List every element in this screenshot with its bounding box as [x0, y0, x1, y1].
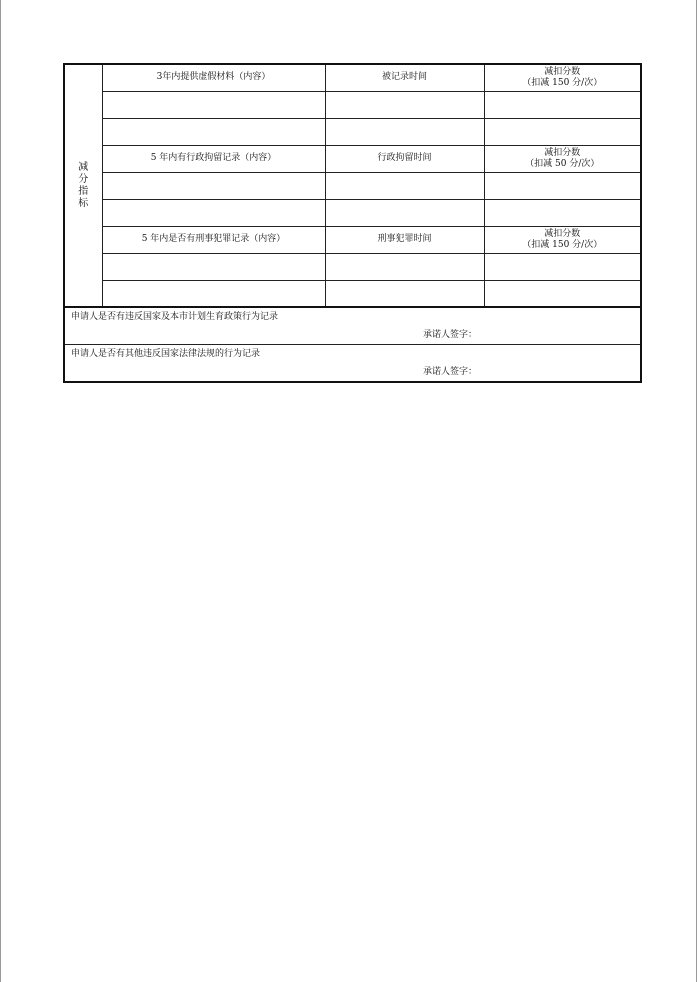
declaration-cell[interactable] — [64, 345, 641, 383]
deduction-form-table — [63, 63, 642, 383]
entry-row — [64, 253, 641, 280]
time-entry-cell[interactable] — [325, 199, 484, 226]
deduction-entry-cell[interactable] — [484, 199, 641, 226]
deduction-entry-cell[interactable] — [484, 280, 641, 307]
item-header: 3年内提供虚假材料（内容） — [102, 64, 325, 91]
signature-label: 承诺人签字： — [423, 330, 478, 340]
deduction-title: 减扣分数 — [544, 66, 581, 77]
time-entry-cell[interactable] — [325, 172, 484, 199]
deduction-entry-cell[interactable] — [484, 172, 641, 199]
entry-row — [64, 280, 641, 307]
entry-row — [64, 91, 641, 118]
section-label: 减分指标 — [78, 161, 89, 209]
page-edge-left — [0, 0, 1, 982]
declaration-question: 申请人是否有违反国家及本市计划生育政策行为记录 — [71, 312, 279, 322]
time-entry-cell[interactable] — [325, 253, 484, 280]
item-entry-cell[interactable] — [102, 91, 325, 118]
deduction-title: 减扣分数 — [544, 228, 581, 239]
entry-row — [64, 172, 641, 199]
declaration-cell[interactable] — [64, 307, 641, 345]
item-header: 5 年内有行政拘留记录（内容） — [102, 145, 325, 172]
entry-row — [64, 118, 641, 145]
deduction-rule: （扣减 150 分/次） — [522, 239, 603, 250]
time-header: 行政拘留时间 — [325, 145, 484, 172]
time-entry-cell[interactable] — [325, 118, 484, 145]
declaration-row — [64, 307, 641, 345]
declaration-row — [64, 345, 641, 383]
entry-row — [64, 199, 641, 226]
deduction-rule: （扣减 50 分/次） — [525, 158, 600, 169]
group-header-row — [64, 226, 641, 253]
time-header: 刑事犯罪时间 — [325, 226, 484, 253]
time-header: 被记录时间 — [325, 64, 484, 91]
declaration-question: 申请人是否有其他违反国家法律法规的行为记录 — [71, 349, 261, 359]
signature-label: 承诺人签字： — [423, 367, 478, 377]
item-entry-cell[interactable] — [102, 118, 325, 145]
deduction-header — [484, 64, 641, 91]
item-entry-cell[interactable] — [102, 253, 325, 280]
deduction-header — [484, 226, 641, 253]
deduction-header — [484, 145, 641, 172]
deduction-entry-cell[interactable] — [484, 91, 641, 118]
item-entry-cell[interactable] — [102, 199, 325, 226]
deduction-rule: （扣减 150 分/次） — [522, 77, 603, 88]
item-entry-cell[interactable] — [102, 280, 325, 307]
group-header-row — [64, 64, 641, 91]
item-header: 5 年内是否有刑事犯罪记录（内容） — [102, 226, 325, 253]
item-entry-cell[interactable] — [102, 172, 325, 199]
group-header-row — [64, 145, 641, 172]
time-entry-cell[interactable] — [325, 280, 484, 307]
deduction-entry-cell[interactable] — [484, 118, 641, 145]
deduction-entry-cell[interactable] — [484, 253, 641, 280]
time-entry-cell[interactable] — [325, 91, 484, 118]
deduction-title: 减扣分数 — [544, 147, 581, 158]
section-label-cell — [64, 64, 102, 307]
